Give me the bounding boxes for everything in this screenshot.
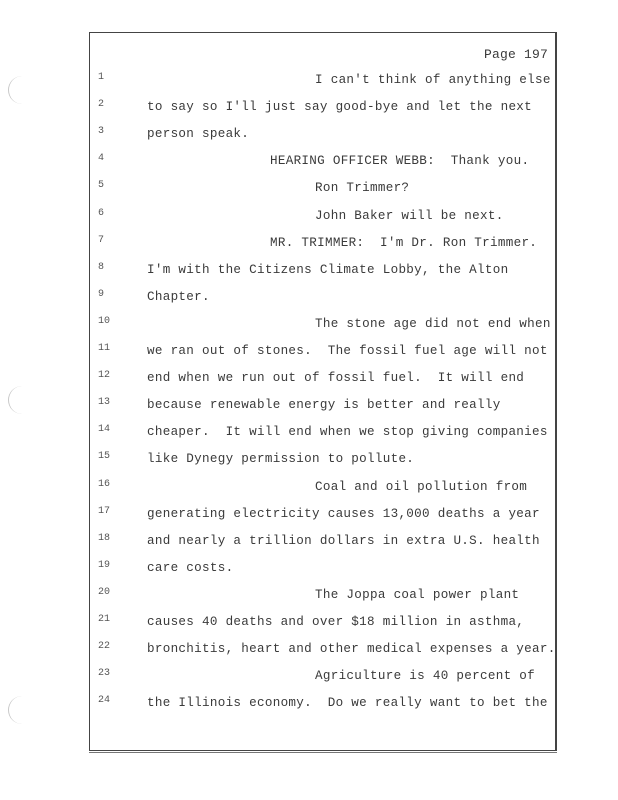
line-number: 11 <box>98 343 111 354</box>
transcript-line <box>0 693 618 713</box>
line-text: because renewable energy is better and really <box>147 398 501 413</box>
line-number: 23 <box>98 668 111 680</box>
line-number: 8 <box>98 261 105 273</box>
transcript-line <box>0 449 618 469</box>
line-text: The stone age did not end when <box>315 316 551 331</box>
transcript-line <box>0 151 618 171</box>
line-number: 3 <box>98 126 105 138</box>
transcript-line <box>0 70 618 90</box>
line-text: bronchitis, heart and other medical expenses a year. <box>147 642 556 657</box>
line-text: the Illinois economy. Do we really want to bet the <box>147 696 548 711</box>
line-number: 9 <box>98 288 105 300</box>
line-text: Coal and oil pollution from <box>315 479 528 494</box>
transcript-line <box>0 97 618 117</box>
transcript-line <box>0 531 618 551</box>
transcript-line <box>0 178 618 198</box>
line-text: to say so I'll just say good-bye and let the next <box>147 100 533 115</box>
line-number: 6 <box>98 207 105 219</box>
line-number: 12 <box>98 370 111 382</box>
line-text: generating electricity causes 13,000 deaths a year <box>147 506 540 521</box>
line-number: 15 <box>98 451 111 463</box>
transcript-line <box>0 341 618 361</box>
line-number: 4 <box>98 153 105 165</box>
transcript-line <box>0 612 618 632</box>
transcript-line <box>0 558 618 578</box>
line-text: end when we run out of fossil fuel. It will end <box>147 371 525 386</box>
line-number: 22 <box>98 641 111 653</box>
line-text: and nearly a trillion dollars in extra U.S. health <box>147 533 540 548</box>
transcript-line <box>0 504 618 524</box>
line-text: like Dynegy permission to pollute. <box>147 452 415 467</box>
line-number: 16 <box>98 478 111 490</box>
line-text: Agriculture is 40 percent of <box>315 669 536 684</box>
line-number: 2 <box>98 99 105 111</box>
page-number: Page 197 <box>483 47 548 62</box>
transcript-line <box>0 666 618 686</box>
line-text: HEARING OFFICER WEBB: Thank you. <box>270 154 530 169</box>
line-text: care costs. <box>147 560 234 575</box>
transcript-line <box>0 260 618 280</box>
transcript-line <box>0 422 618 442</box>
transcript-line <box>0 395 618 415</box>
line-text: Ron Trimmer? <box>315 181 410 196</box>
line-text: I can't think of anything else <box>315 73 551 87</box>
line-number: 20 <box>98 586 111 598</box>
transcript-line <box>0 639 618 659</box>
transcript-line <box>0 477 618 497</box>
line-number: 13 <box>98 397 111 409</box>
line-number: 21 <box>98 614 111 625</box>
line-number: 10 <box>98 315 111 327</box>
transcript-line <box>0 124 618 144</box>
bottom-rule <box>89 752 557 753</box>
line-number: 1 <box>98 72 105 83</box>
line-text: cheaper. It will end when we stop giving companies <box>147 425 548 440</box>
line-text: John Baker will be next. <box>315 208 504 223</box>
line-text: we ran out of stones. The fossil fuel age will not <box>147 344 548 358</box>
line-number: 19 <box>98 559 111 571</box>
line-number: 14 <box>98 424 111 436</box>
transcript-line <box>0 585 618 605</box>
transcript-line <box>0 206 618 226</box>
line-text: The Joppa coal power plant <box>315 587 520 602</box>
line-text: I'm with the Citizens Climate Lobby, the Alton <box>147 262 509 277</box>
line-text: causes 40 deaths and over $18 million in asthma, <box>147 615 525 629</box>
transcript-line <box>0 233 618 253</box>
line-number: 17 <box>98 505 111 517</box>
line-text: person speak. <box>147 127 250 142</box>
transcript-line <box>0 314 618 334</box>
transcript-line <box>0 287 618 307</box>
transcript-line <box>0 368 618 388</box>
line-number: 7 <box>98 234 105 246</box>
line-number: 5 <box>98 180 105 192</box>
line-number: 18 <box>98 532 111 544</box>
line-text: MR. TRIMMER: I'm Dr. Ron Trimmer. <box>270 235 538 250</box>
line-text: Chapter. <box>147 289 210 304</box>
line-number: 24 <box>98 695 111 707</box>
